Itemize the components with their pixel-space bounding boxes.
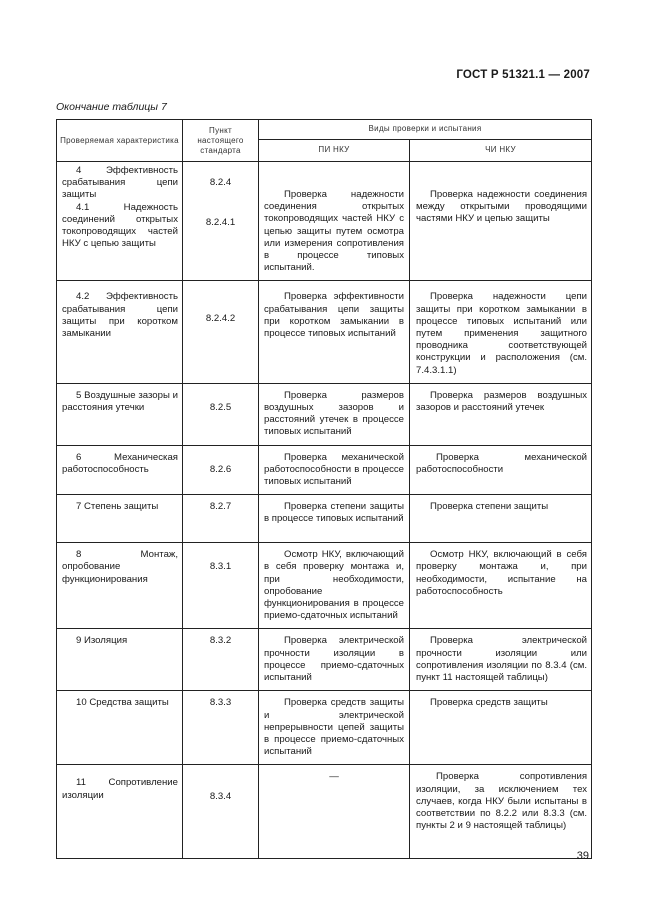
cell-point bbox=[183, 281, 259, 383]
cell-point bbox=[183, 543, 259, 629]
characteristic-text: 4 Эффективность срабатывания цепи защиты bbox=[62, 165, 178, 201]
pi-text: — bbox=[329, 771, 339, 783]
cell-pi bbox=[259, 445, 410, 495]
pi-text: Проверка степени защиты в процессе типовых испытаний bbox=[264, 501, 404, 525]
characteristic-text: 5 Воздушные зазоры и расстояния утечки bbox=[62, 389, 178, 414]
table-row bbox=[57, 765, 592, 859]
cell-point bbox=[183, 445, 259, 495]
point-text: 8.2.7 bbox=[209, 501, 232, 513]
point-text: 8.2.4 bbox=[209, 177, 232, 188]
pi-text: Проверка электрической прочности изоляции в процессе приемо-сдаточных испытаний bbox=[264, 635, 404, 684]
point-text: 8.2.5 bbox=[209, 401, 232, 413]
characteristic-text: 8 Монтаж, опробование функционирования bbox=[62, 549, 178, 585]
cell-point bbox=[183, 765, 259, 859]
cell-characteristic bbox=[57, 691, 183, 765]
table-row bbox=[57, 543, 592, 629]
point-text: 8.3.1 bbox=[209, 561, 232, 573]
pi-text: Проверка надежности соединения открытых токопроводящих частей НКУ с цепью защиты путем осмотра или измерения сопротивления в процессе типовых испытаний. bbox=[264, 189, 404, 274]
cell-characteristic bbox=[57, 383, 183, 445]
characteristic-text: 4.2 Эффективность срабатывания цепи защиты при коротком замыкании bbox=[62, 291, 178, 340]
cell-point bbox=[183, 162, 259, 281]
chi-text: Проверка размеров воздушных зазоров и расстояний утечек bbox=[416, 389, 588, 414]
cell-pi bbox=[259, 629, 410, 691]
cell-characteristic bbox=[57, 495, 183, 543]
chi-text: Проверка средств защиты bbox=[430, 697, 548, 709]
point-text: 8.3.4 bbox=[209, 791, 232, 803]
cell-pi bbox=[259, 383, 410, 445]
cell-chi bbox=[410, 629, 592, 691]
chi-text: Проверка надежности цепи защиты при коротком замыкании в процессе типовых испытаний или путем применения защитного проводника соответствующей конструкции и расположения (см. 7.4.3.1.1) bbox=[416, 291, 588, 376]
point-text: 8.3.2 bbox=[209, 635, 232, 647]
standard-code: ГОСТ Р 51321.1 — 2007 bbox=[456, 69, 590, 81]
cell-point bbox=[183, 629, 259, 691]
cell-pi bbox=[259, 691, 410, 765]
cell-chi bbox=[410, 543, 592, 629]
cell-pi bbox=[259, 281, 410, 383]
cell-point bbox=[183, 495, 259, 543]
cell-chi bbox=[410, 162, 592, 281]
pi-text: Проверка механической работоспособности в процессе типовых испытаний bbox=[264, 451, 404, 488]
point-text: 8.2.4.1 bbox=[205, 217, 236, 229]
table-row bbox=[57, 383, 592, 445]
chi-text: Проверка степени защиты bbox=[430, 501, 549, 513]
cell-characteristic bbox=[57, 162, 183, 281]
pi-text: Проверка эффективности срабатывания цепи защиты при коротком замыкании в процессе типовых испытаний bbox=[264, 291, 404, 340]
chi-text: Проверка электрической прочности изоляции или сопротивления изоляции по 8.3.4 (см. пункт 11 настоящей таблицы) bbox=[416, 635, 588, 684]
verification-table bbox=[56, 119, 592, 859]
header-point: Пункт настоящего стандарта bbox=[183, 120, 259, 162]
chi-text: Проверка надежности соединения между открытыми проводящими частями НКУ и цепью защиты bbox=[416, 189, 588, 225]
cell-chi bbox=[410, 383, 592, 445]
pi-text: Проверка размеров воздушных зазоров и расстояний утечек в процессе типовых испытаний bbox=[264, 389, 404, 438]
table-row bbox=[57, 445, 592, 495]
cell-characteristic bbox=[57, 765, 183, 859]
table-caption: Окончание таблицы 7 bbox=[56, 101, 167, 113]
table-row bbox=[57, 495, 592, 543]
characteristic-text: 6 Механическая работоспособность bbox=[62, 451, 178, 475]
chi-text: Осмотр НКУ, включающий в себя проверку монтажа и, при необходимости, испытание на работоспособность bbox=[416, 549, 588, 597]
page-number: 39 bbox=[576, 850, 589, 862]
chi-text: Проверка сопротивления изоляции, за исключением тех случаев, когда НКУ были испытаны в соответствии по 8.2.2 или 8.3.3 (см. пункты 2 и 9 настоящей таблицы) bbox=[416, 771, 588, 832]
cell-point bbox=[183, 383, 259, 445]
cell-characteristic bbox=[57, 281, 183, 383]
characteristic-text: 10 Средства защиты bbox=[76, 697, 169, 709]
point-text: 8.2.4.2 bbox=[205, 313, 236, 325]
table-header-row bbox=[57, 120, 592, 140]
header-chi: ЧИ НКУ bbox=[410, 140, 592, 162]
table-row bbox=[57, 629, 592, 691]
table-row bbox=[57, 162, 592, 281]
characteristic-text: 11 Сопротивление изоляции bbox=[62, 777, 178, 801]
cell-chi bbox=[410, 495, 592, 543]
cell-pi bbox=[259, 162, 410, 281]
characteristic-text: 9 Изоляция bbox=[76, 635, 128, 647]
point-text: 8.2.6 bbox=[209, 463, 232, 475]
point-text: 8.3.3 bbox=[209, 697, 232, 709]
header-types: Виды проверки и испытания bbox=[259, 120, 592, 140]
cell-chi bbox=[410, 765, 592, 859]
cell-characteristic bbox=[57, 445, 183, 495]
chi-text: Проверка механической работоспособности bbox=[416, 451, 588, 475]
cell-pi bbox=[259, 543, 410, 629]
pi-text: Осмотр НКУ, включающий в себя проверку монтажа и, при необходимости, опробование функционирования в процессе приемо-сдаточных испытаний bbox=[264, 549, 404, 622]
table-row bbox=[57, 281, 592, 383]
header-pi: ПИ НКУ bbox=[259, 140, 410, 162]
characteristic-text: 4.1 Надежность соединений открытых токопроводящих частей НКУ с цепью защиты bbox=[62, 201, 178, 250]
cell-point bbox=[183, 691, 259, 765]
header-characteristic: Проверяемая характеристика bbox=[57, 120, 183, 162]
cell-pi bbox=[259, 765, 410, 859]
cell-chi bbox=[410, 281, 592, 383]
cell-characteristic bbox=[57, 543, 183, 629]
table-row bbox=[57, 691, 592, 765]
cell-characteristic bbox=[57, 629, 183, 691]
pi-text: Проверка средств защиты и электрической непрерывности цепей защиты в процессе приемо-сдаточных испытаний bbox=[264, 697, 404, 758]
cell-chi bbox=[410, 691, 592, 765]
cell-pi bbox=[259, 495, 410, 543]
characteristic-text: 7 Степень защиты bbox=[76, 501, 159, 513]
cell-chi bbox=[410, 445, 592, 495]
